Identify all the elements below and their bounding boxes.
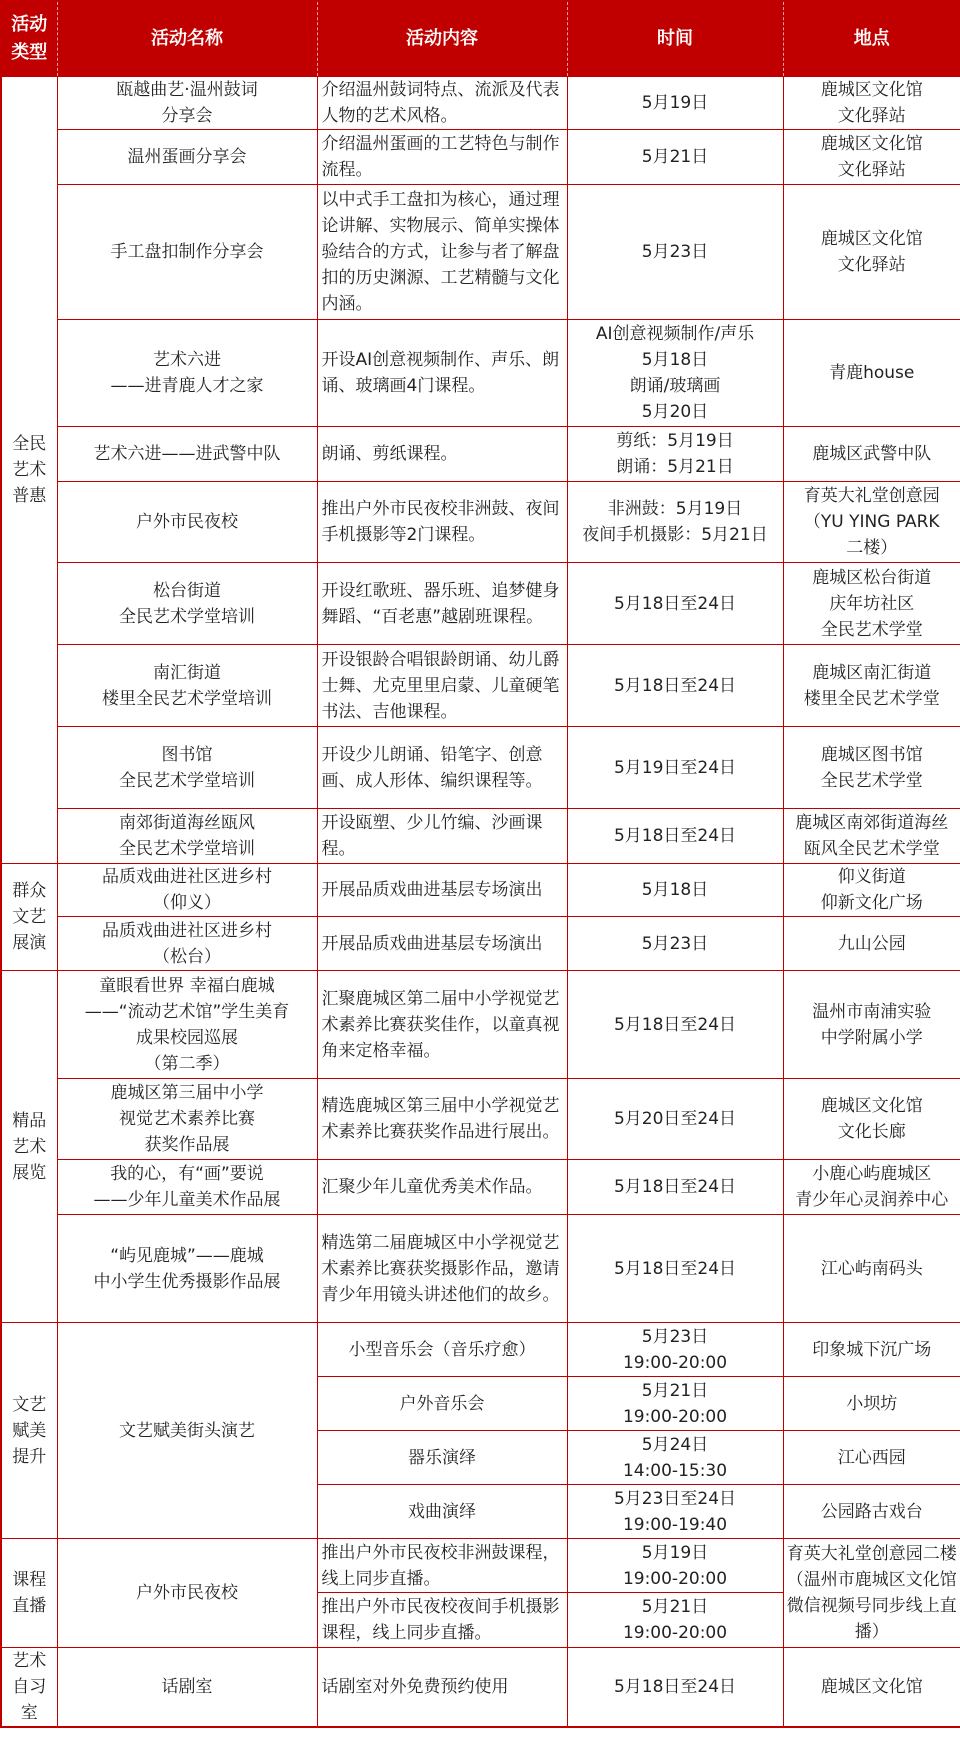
activity-name-cell: 户外市民夜校	[57, 1539, 317, 1648]
activity-time-cell: 剪纸：5月19日 朗诵：5月21日	[567, 427, 783, 482]
table-row	[1, 320, 960, 427]
activity-content-cell: 开展品质戏曲进基层专场演出	[317, 917, 567, 971]
activity-content-cell: 开设瓯塑、少儿竹编、沙画课程。	[317, 809, 567, 864]
table-row	[1, 1539, 960, 1593]
activity-name-cell: 文艺赋美街头演艺	[57, 1323, 317, 1539]
activity-content-cell: 推出户外市民夜校非洲鼓课程，线上同步直播。	[317, 1539, 567, 1593]
activity-content-cell: 开设AI创意视频制作、声乐、朗诵、玻璃画4门课程。	[317, 320, 567, 427]
activity-location-cell: 育英大礼堂创意园二楼（温州市鹿城区文化馆微信视频号同步线上直播）	[783, 1539, 960, 1648]
activity-time-cell: 5月18日至24日	[567, 563, 783, 645]
activity-content-cell: 小型音乐会（音乐疗愈）	[317, 1323, 567, 1377]
activity-content-cell: 介绍温州蛋画的工艺特色与制作流程。	[317, 130, 567, 185]
table-row	[1, 482, 960, 563]
activity-location-cell: 小坝坊	[783, 1377, 960, 1431]
activity-name-cell: 我的心，有“画”要说 ——少年儿童美术作品展	[57, 1160, 317, 1215]
activity-time-cell: 非洲鼓：5月19日 夜间手机摄影：5月21日	[567, 482, 783, 563]
activity-time-cell: 5月18日至24日	[567, 645, 783, 727]
table-row	[1, 727, 960, 809]
activity-content-cell: 器乐演绎	[317, 1431, 567, 1485]
category-cell: 群众 文艺 展演	[1, 864, 57, 971]
category-cell: 课程 直播	[1, 1539, 57, 1648]
activity-content-cell: 汇聚少年儿童优秀美术作品。	[317, 1160, 567, 1215]
activity-content-cell: 户外音乐会	[317, 1377, 567, 1431]
activity-location-cell: 温州市南浦实验 中学附属小学	[783, 971, 960, 1079]
activity-location-cell: 鹿城区武警中队	[783, 427, 960, 482]
activity-content-cell: 戏曲演绎	[317, 1485, 567, 1539]
activity-location-cell: 公园路古戏台	[783, 1485, 960, 1539]
activity-name-cell: 品质戏曲进社区进乡村 （松台）	[57, 917, 317, 971]
activity-time-cell: 5月24日 14:00-15:30	[567, 1431, 783, 1485]
table-row	[1, 1323, 960, 1377]
category-cell: 精品 艺术 展览	[1, 971, 57, 1323]
activity-time-cell: 5月23日 19:00-20:00	[567, 1323, 783, 1377]
activity-name-cell: “屿见鹿城”——鹿城 中小学生优秀摄影作品展	[57, 1215, 317, 1323]
activity-content-cell: 开设红歌班、器乐班、追梦健身舞蹈、“百老惠”越剧班课程。	[317, 563, 567, 645]
table-row	[1, 645, 960, 727]
category-cell: 全民 艺术 普惠	[1, 77, 57, 864]
activity-location-cell: 鹿城区文化馆 文化驿站	[783, 130, 960, 185]
activity-time-cell: 5月23日	[567, 917, 783, 971]
activity-content-cell: 开展品质戏曲进基层专场演出	[317, 864, 567, 917]
activity-content-cell: 精选第二届鹿城区中小学视觉艺术素养比赛获奖摄影作品，邀请青少年用镜头讲述他们的故乡。	[317, 1215, 567, 1323]
activity-name-cell: 艺术六进 ——进青鹿人才之家	[57, 320, 317, 427]
activity-location-cell: 九山公园	[783, 917, 960, 971]
table-row	[1, 1160, 960, 1215]
activity-location-cell: 鹿城区文化馆	[783, 1648, 960, 1728]
activity-time-cell: 5月23日	[567, 185, 783, 320]
activity-time-cell: 5月18日至24日	[567, 1160, 783, 1215]
activity-location-cell: 青鹿house	[783, 320, 960, 427]
activity-content-cell: 推出户外市民夜校非洲鼓、夜间手机摄影等2门课程。	[317, 482, 567, 563]
table-row	[1, 917, 960, 971]
activity-time-cell: 5月19日 19:00-20:00	[567, 1539, 783, 1593]
activity-content-cell: 推出户外市民夜校夜间手机摄影课程，线上同步直播。	[317, 1593, 567, 1648]
header-content: 活动内容	[317, 1, 567, 77]
category-cell: 艺术 自习 室	[1, 1648, 57, 1728]
table-row	[1, 563, 960, 645]
activity-location-cell: 鹿城区图书馆 全民艺术学堂	[783, 727, 960, 809]
activity-location-cell: 小鹿心屿鹿城区 青少年心灵润养中心	[783, 1160, 960, 1215]
activity-location-cell: 育英大礼堂创意园 （YU YING PARK 二楼）	[783, 482, 960, 563]
activity-location-cell: 鹿城区松台街道 庆年坊社区 全民艺术学堂	[783, 563, 960, 645]
activity-name-cell: 图书馆 全民艺术学堂培训	[57, 727, 317, 809]
activity-name-cell: 瓯越曲艺·温州鼓词 分享会	[57, 77, 317, 130]
activity-time-cell: 5月18日至24日	[567, 809, 783, 864]
activity-name-cell: 品质戏曲进社区进乡村 （仰义）	[57, 864, 317, 917]
activity-name-cell: 童眼看世界 幸福白鹿城 ——“流动艺术馆”学生美育 成果校园巡展 （第二季）	[57, 971, 317, 1079]
activity-time-cell: 5月21日 19:00-20:00	[567, 1593, 783, 1648]
table-row	[1, 809, 960, 864]
activity-content-cell: 精选鹿城区第三届中小学视觉艺术素养比赛获奖作品进行展出。	[317, 1079, 567, 1160]
activity-name-cell: 南汇街道 楼里全民艺术学堂培训	[57, 645, 317, 727]
activity-content-cell: 话剧室对外免费预约使用	[317, 1648, 567, 1728]
activity-content-cell: 介绍温州鼓词特点、流派及代表人物的艺术风格。	[317, 77, 567, 130]
activity-name-cell: 松台街道 全民艺术学堂培训	[57, 563, 317, 645]
table-row	[1, 77, 960, 130]
activity-content-cell: 汇聚鹿城区第二届中小学视觉艺术素养比赛获奖佳作，以童真视角来定格幸福。	[317, 971, 567, 1079]
header-time: 时间	[567, 1, 783, 77]
category-cell: 文艺 赋美 提升	[1, 1323, 57, 1539]
table-row	[1, 864, 960, 917]
activity-name-cell: 话剧室	[57, 1648, 317, 1728]
activity-location-cell: 印象城下沉广场	[783, 1323, 960, 1377]
activity-location-cell: 鹿城区文化馆 文化长廊	[783, 1079, 960, 1160]
activity-time-cell: 5月18日至24日	[567, 1215, 783, 1323]
activity-location-cell: 江心屿南码头	[783, 1215, 960, 1323]
activity-time-cell: 5月21日 19:00-20:00	[567, 1377, 783, 1431]
table-row	[1, 185, 960, 320]
activity-content-cell: 朗诵、剪纸课程。	[317, 427, 567, 482]
table-row	[1, 1215, 960, 1323]
activity-name-cell: 南郊街道海丝瓯风 全民艺术学堂培训	[57, 809, 317, 864]
activity-content-cell: 开设银龄合唱银龄朗诵、幼儿爵士舞、尤克里里启蒙、儿童硬笔书法、吉他课程。	[317, 645, 567, 727]
activity-location-cell: 仰义街道 仰新文化广场	[783, 864, 960, 917]
activity-time-cell: 5月19日	[567, 77, 783, 130]
activity-location-cell: 江心西园	[783, 1431, 960, 1485]
header-type: 活动 类型	[1, 1, 57, 77]
activity-name-cell: 户外市民夜校	[57, 482, 317, 563]
table-row	[1, 427, 960, 482]
activity-name-cell: 温州蛋画分享会	[57, 130, 317, 185]
activity-time-cell: 5月23日至24日 19:00-19:40	[567, 1485, 783, 1539]
activity-time-cell: AI创意视频制作/声乐 5月18日 朗诵/玻璃画 5月20日	[567, 320, 783, 427]
activity-name-cell: 鹿城区第三届中小学 视觉艺术素养比赛 获奖作品展	[57, 1079, 317, 1160]
header-location: 地点	[783, 1, 960, 77]
table-row	[1, 130, 960, 185]
activity-location-cell: 鹿城区南郊街道海丝 瓯风全民艺术学堂	[783, 809, 960, 864]
activity-time-cell: 5月19日至24日	[567, 727, 783, 809]
activity-name-cell: 手工盘扣制作分享会	[57, 185, 317, 320]
activity-location-cell: 鹿城区南汇街道 楼里全民艺术学堂	[783, 645, 960, 727]
table-row	[1, 1079, 960, 1160]
activity-time-cell: 5月18日至24日	[567, 971, 783, 1079]
activity-time-cell: 5月21日	[567, 130, 783, 185]
header-row	[1, 1, 960, 77]
activity-time-cell: 5月18日	[567, 864, 783, 917]
activity-time-cell: 5月18日至24日	[567, 1648, 783, 1728]
header-name: 活动名称	[57, 1, 317, 77]
table-row	[1, 1648, 960, 1728]
activity-content-cell: 以中式手工盘扣为核心，通过理论讲解、实物展示、简单实操体验结合的方式，让参与者了解盘扣的历史渊源、工艺精髓与文化内涵。	[317, 185, 567, 320]
activity-location-cell: 鹿城区文化馆 文化驿站	[783, 77, 960, 130]
activity-name-cell: 艺术六进——进武警中队	[57, 427, 317, 482]
activity-time-cell: 5月20日至24日	[567, 1079, 783, 1160]
activity-content-cell: 开设少儿朗诵、铅笔字、创意画、成人形体、编织课程等。	[317, 727, 567, 809]
activity-location-cell: 鹿城区文化馆 文化驿站	[783, 185, 960, 320]
table-row	[1, 971, 960, 1079]
